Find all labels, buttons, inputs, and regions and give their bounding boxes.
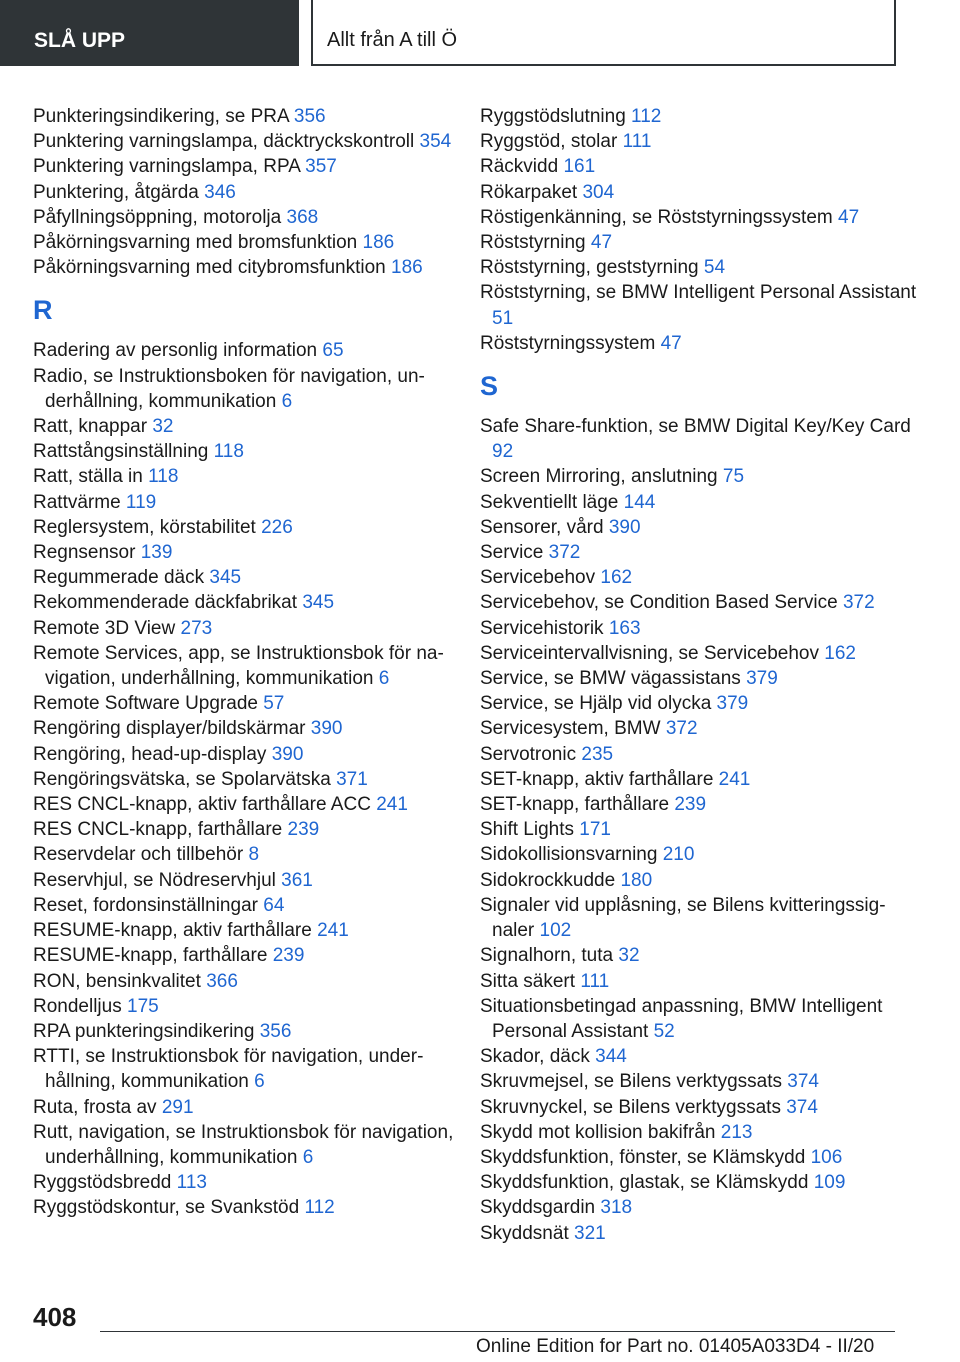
index-column-left: [33, 104, 473, 1221]
index-entry-text: Service, se BMW vägassistans: [480, 668, 741, 690]
index-page-link[interactable]: 32: [152, 416, 174, 438]
index-entry-text: Servicesystem, BMW: [480, 718, 661, 740]
index-entry: [480, 1221, 920, 1246]
index-entry-text: Ryggstödskontur, se Svankstöd: [33, 1197, 300, 1219]
index-page-link[interactable]: 356: [259, 1020, 292, 1042]
index-page-link[interactable]: 368: [286, 206, 319, 228]
index-letter-heading: R: [33, 295, 53, 326]
index-entry-text: Påkörningsvarning med bromsfunktion: [33, 232, 358, 254]
index-page-link[interactable]: 111: [580, 970, 610, 992]
index-entry-text: Skydd mot kollision bakifrån: [480, 1121, 716, 1143]
index-page-link[interactable]: 119: [125, 491, 157, 513]
index-entry-text: Rattvärme: [33, 491, 121, 513]
index-page-link[interactable]: 52: [653, 1020, 675, 1042]
index-entry: [33, 414, 473, 439]
index-page-link[interactable]: 239: [272, 945, 305, 967]
index-page-link[interactable]: 162: [824, 642, 856, 664]
index-entry: [480, 515, 920, 540]
index-page-link[interactable]: 345: [209, 567, 242, 589]
index-page-link[interactable]: 304: [582, 181, 615, 203]
index-page-link[interactable]: 106: [810, 1146, 843, 1168]
index-entry-text: Signaler vid upplåsning, se Bilens kvitteringssignaler: [480, 894, 886, 942]
index-entry-text: Servicebehov: [480, 567, 596, 589]
index-entry-text: Skyddsgardin: [480, 1197, 596, 1219]
index-page-link[interactable]: 372: [548, 542, 581, 564]
index-page-link[interactable]: 32: [618, 945, 640, 967]
index-page-link[interactable]: 144: [623, 491, 656, 513]
index-entry: [33, 180, 473, 205]
index-entry: [33, 792, 473, 817]
index-entry: [480, 1044, 920, 1069]
index-page-link[interactable]: 291: [161, 1096, 194, 1118]
index-entry-text: SET-knapp, farthållare: [480, 794, 670, 816]
index-page-link[interactable]: 54: [703, 257, 726, 279]
index-page-link[interactable]: 241: [718, 768, 751, 790]
index-page-link[interactable]: 354: [419, 131, 452, 153]
index-entry-text: Skador, däck: [480, 1046, 590, 1068]
index-page-link[interactable]: 210: [662, 844, 695, 866]
index-page-link[interactable]: 180: [620, 869, 653, 891]
index-entry-text: Radering av personlig information: [33, 340, 318, 362]
index-entry-text: Påfyllningsöppning, motorolja: [33, 206, 282, 228]
index-page-link[interactable]: 374: [786, 1096, 818, 1118]
index-entry: [480, 565, 920, 590]
index-entry-text: Servotronic: [480, 743, 577, 765]
index-entry-text: Rekommenderade däckfabrikat: [33, 592, 298, 614]
index-entry: [480, 1095, 920, 1120]
index-entry: [33, 641, 473, 691]
index-entry-text: Service, se Hjälp vid olycka: [480, 693, 712, 715]
index-entry: [33, 691, 473, 716]
page-number: 408: [33, 1302, 77, 1332]
index-entry-text: Rondelljus: [33, 995, 122, 1017]
index-entry: [480, 817, 920, 842]
index-page-link[interactable]: 161: [563, 156, 596, 178]
index-entry-text: RON, bensinkvalitet: [33, 970, 201, 992]
index-entry: [480, 414, 920, 464]
index-entry: [480, 893, 920, 943]
index-entry-text: Rutt, navigation, se Instruktionsbok för navigation, underhållning, kommunikation: [33, 1121, 454, 1168]
index-entry-text: RES CNCL-knapp, farthållare: [33, 819, 283, 841]
index-page-link[interactable]: 390: [310, 718, 343, 740]
index-page-link[interactable]: 318: [600, 1197, 633, 1219]
index-page-link[interactable]: 371: [336, 768, 368, 790]
index-entry-text: Reglersystem, körstabilitet: [33, 516, 256, 538]
index-entry: [480, 280, 920, 330]
index-column-right: [480, 104, 920, 1246]
index-entry-text: Ratt, ställa in: [33, 466, 143, 488]
index-entry-text: Skruvmejsel, se Bilens verktygssats: [480, 1071, 782, 1093]
index-entry-text: Serviceintervallvisning, se Servicebehov: [480, 642, 819, 664]
index-entry-text: Servicebehov, se Condition Based Service: [480, 592, 838, 614]
index-entry-text: Ryggstödsbredd: [33, 1172, 172, 1194]
index-entry-text: Ryggstödslutning: [480, 106, 626, 127]
index-page-link[interactable]: 366: [206, 970, 238, 992]
index-entry: [480, 255, 920, 280]
index-entry-text: Röstigenkänning, se Röststyrningssystem: [480, 206, 833, 228]
index-entry: [480, 641, 920, 666]
index-entry: [480, 1069, 920, 1094]
index-entry: [33, 868, 473, 893]
index-page-link[interactable]: 390: [608, 516, 641, 538]
index-page-link[interactable]: 92: [492, 441, 514, 463]
index-entry-text: Reset, fordonsinställningar: [33, 894, 258, 916]
index-page-link[interactable]: 6: [378, 668, 390, 690]
index-entry: [33, 590, 473, 615]
index-page-link[interactable]: 51: [492, 307, 514, 329]
index-entry-text: Sensorer, vård: [480, 516, 604, 538]
index-page-link[interactable]: 379: [746, 668, 778, 690]
index-entry-text: Remote Software Upgrade: [33, 693, 258, 715]
index-entry: [480, 691, 920, 716]
index-page-link[interactable]: 8: [248, 844, 260, 866]
index-entry: [33, 205, 473, 230]
index-entry: [33, 1195, 473, 1220]
index-entry-text: Punktering varningslampa, däcktryckskontroll: [33, 131, 415, 153]
index-entry-text: Röststyrning: [480, 232, 586, 254]
index-entry: [480, 464, 920, 489]
index-page-link[interactable]: 163: [608, 617, 641, 639]
index-page-link[interactable]: 235: [581, 743, 614, 765]
index-entry: [33, 994, 473, 1019]
index-page-link[interactable]: 102: [539, 920, 572, 942]
index-entry: [480, 994, 920, 1044]
index-page-link[interactable]: 112: [631, 106, 662, 127]
index-page-link[interactable]: 6: [302, 1146, 314, 1168]
index-entry: [33, 1095, 473, 1120]
index-page-link[interactable]: 186: [362, 232, 395, 254]
index-entry: [480, 767, 920, 792]
index-entry: [480, 616, 920, 641]
index-entry-text: Punkteringsindikering, se PRA: [33, 106, 289, 127]
index-page-link[interactable]: 64: [263, 894, 285, 916]
index-entry: [480, 1170, 920, 1195]
index-entry: [480, 205, 920, 230]
index-page-link[interactable]: 65: [322, 340, 344, 362]
index-page-link[interactable]: 345: [302, 592, 335, 614]
index-entry: [33, 230, 473, 255]
index-entry: [33, 767, 473, 792]
index-entry: [480, 540, 920, 565]
index-page-link[interactable]: 139: [140, 542, 173, 564]
index-page-link[interactable]: 390: [271, 743, 304, 765]
index-entry-text: Röststyrning, geststyrning: [480, 257, 699, 279]
index-page-link[interactable]: 113: [176, 1172, 207, 1194]
index-page-link[interactable]: 47: [660, 332, 682, 354]
index-entry-text: Skyddsfunktion, fönster, se Klämskydd: [480, 1146, 806, 1168]
index-page-link[interactable]: 372: [842, 592, 875, 614]
index-page-link[interactable]: 357: [305, 156, 337, 178]
index-page-link[interactable]: 47: [838, 206, 860, 228]
index-page-link[interactable]: 162: [600, 567, 633, 589]
index-page-link[interactable]: 75: [722, 466, 745, 488]
index-entry: [480, 716, 920, 741]
index-page-link[interactable]: 57: [263, 693, 285, 715]
index-entry-text: Sekventiellt läge: [480, 491, 619, 513]
index-entry-text: Remote Services, app, se Instruktionsbok för navigation, underhållning, kommunikation: [33, 642, 444, 690]
index-page-link[interactable]: 213: [720, 1121, 753, 1143]
index-entry: [33, 439, 473, 464]
index-entry: [33, 1120, 473, 1170]
index-entry-text: Ruta, frosta av: [33, 1096, 157, 1118]
index-entry: [480, 230, 920, 255]
index-entry: [33, 1019, 473, 1044]
index-entry: [480, 331, 920, 356]
index-entry: [33, 918, 473, 943]
index-entry-text: Skyddsnät: [480, 1222, 569, 1244]
index-entry-text: Påkörningsvarning med citybromsfunktion: [33, 257, 386, 279]
index-entry-text: RPA punkteringsindikering: [33, 1020, 255, 1042]
index-page-link[interactable]: 47: [590, 232, 613, 254]
index-entry-text: Räckvidd: [480, 156, 559, 178]
index-entry-text: Röststyrning, se BMW Intelligent Personal Assistant: [480, 282, 917, 304]
index-entry-text: Signalhorn, tuta: [480, 945, 614, 967]
footer-edition: Online Edition for Part no. 01405A033D4 - II/20: [476, 1336, 875, 1357]
index-page-link[interactable]: 239: [287, 819, 320, 841]
index-entry-text: Skruvnyckel, se Bilens verktygssats: [480, 1096, 781, 1118]
index-entry: [480, 666, 920, 691]
index-entry: [33, 565, 473, 590]
index-page-link[interactable]: 346: [204, 181, 236, 203]
index-entry-text: Reservdelar och tillbehör: [33, 844, 244, 866]
index-page-link[interactable]: 112: [304, 1197, 335, 1219]
chapter-title: Allt från A till Ö: [311, 0, 896, 66]
index-entry: [33, 742, 473, 767]
index-entry: [33, 943, 473, 968]
index-entry-text: Rengöringsvätska, se Spolarvätska: [33, 768, 331, 790]
index-entry-text: Röststyrningssystem: [480, 332, 656, 354]
index-entry-text: Remote 3D View: [33, 617, 176, 639]
index-page-link[interactable]: 109: [813, 1172, 846, 1194]
index-page-link[interactable]: 226: [261, 516, 293, 538]
index-entry-text: Service: [480, 542, 544, 564]
index-entry: [33, 464, 473, 489]
index-page-link[interactable]: 118: [213, 441, 244, 463]
index-entry: [33, 104, 473, 129]
index-letter-heading: S: [480, 371, 499, 402]
index-entry-text: Radio, se Instruktionsboken för navigation, underhållning, kommunikation: [33, 365, 425, 412]
index-entry: [480, 180, 920, 205]
index-entry: [480, 154, 920, 179]
index-entry-text: Sidokrockkudde: [480, 869, 616, 891]
index-entry-text: RTTI, se Instruktionsbok för navigation, underhållning, kommunikation: [33, 1046, 424, 1093]
index-entry-text: Sidokollisionsvarning: [480, 844, 658, 866]
index-entry-text: Sitta säkert: [480, 970, 576, 992]
index-entry-text: Shift Lights: [480, 819, 574, 841]
index-entry-text: Reservhjul, se Nödreservhjul: [33, 869, 276, 891]
index-entry: [480, 943, 920, 968]
index-page-link[interactable]: 372: [665, 718, 698, 740]
index-page-link[interactable]: 321: [574, 1222, 606, 1244]
index-entry: [33, 338, 473, 363]
index-entry-text: Ratt, knappar: [33, 416, 148, 438]
index-page-link[interactable]: 171: [579, 819, 611, 841]
index-entry-text: Rengöring displayer/bildskärmar: [33, 718, 306, 740]
index-entry: [33, 1170, 473, 1195]
index-entry: [33, 154, 473, 179]
footer-divider: [100, 1331, 895, 1332]
index-entry-text: Situationsbetingad anpassning, BMW Intelligent Personal Assistant: [480, 995, 883, 1042]
index-page-link[interactable]: 356: [293, 106, 326, 127]
index-entry-text: Rattstångsinställning: [33, 441, 209, 463]
index-entry: [33, 842, 473, 867]
index-page-link[interactable]: 118: [148, 466, 179, 488]
index-page-link[interactable]: 241: [317, 920, 349, 942]
section-tab-sla-upp[interactable]: SLÅ UPP: [0, 0, 299, 66]
index-entry-text: Rengöring, head-up-display: [33, 743, 267, 765]
index-entry: [33, 969, 473, 994]
index-entry-text: Punktering varningslampa, RPA: [33, 156, 300, 178]
index-entry: [33, 817, 473, 842]
index-entry: [480, 590, 920, 615]
index-entry: [480, 868, 920, 893]
index-page-link[interactable]: 374: [787, 1071, 819, 1093]
index-page-link[interactable]: 175: [127, 995, 159, 1017]
index-entry-text: RESUME-knapp, farthållare: [33, 945, 268, 967]
index-entry-text: SET-knapp, aktiv farthållare: [480, 768, 714, 790]
index-page-link[interactable]: 186: [391, 257, 423, 279]
index-entry: [33, 255, 473, 280]
index-entry-text: Screen Mirroring, anslutning: [480, 466, 718, 488]
index-entry-text: Rökarpaket: [480, 181, 578, 203]
index-page-link[interactable]: 273: [180, 617, 213, 639]
index-entry-text: RES CNCL-knapp, aktiv farthållare ACC: [33, 794, 371, 816]
index-entry: [480, 129, 920, 154]
index-page-link[interactable]: 379: [716, 693, 749, 715]
index-page-link[interactable]: 6: [254, 1071, 265, 1093]
index-entry: [480, 792, 920, 817]
index-entry-text: Punktering, åtgärda: [33, 181, 199, 203]
index-entry: [33, 616, 473, 641]
index-entry-text: Ryggstöd, stolar: [480, 131, 618, 153]
index-entry-text: Regummerade däck: [33, 567, 205, 589]
index-entry: [480, 1195, 920, 1220]
index-entry: [480, 490, 920, 515]
index-entry: [33, 540, 473, 565]
index-entry-text: RESUME-knapp, aktiv farthållare: [33, 920, 312, 942]
index-entry: [33, 129, 473, 154]
index-entry: [33, 364, 473, 414]
index-entry: [33, 716, 473, 741]
index-entry: [480, 1120, 920, 1145]
index-entry-text: Skyddsfunktion, glastak, se Klämskydd: [480, 1172, 809, 1194]
index-entry: [33, 1044, 473, 1094]
index-entry-text: Safe Share-funktion, se BMW Digital Key/Key Card: [480, 416, 911, 438]
index-page-link[interactable]: 344: [595, 1046, 627, 1068]
index-entry: [480, 1145, 920, 1170]
top-bar: [0, 0, 960, 66]
index-entry: [480, 742, 920, 767]
index-entry: [480, 842, 920, 867]
index-entry: [480, 969, 920, 994]
index-page-link[interactable]: 239: [674, 794, 707, 816]
index-page-link[interactable]: 111: [622, 131, 652, 153]
index-entry: [480, 104, 920, 129]
index-entry-text: Servicehistorik: [480, 617, 604, 639]
index-entry-text: Regnsensor: [33, 542, 136, 564]
index-page-link[interactable]: 6: [281, 390, 293, 412]
index-page-link[interactable]: 241: [376, 794, 408, 816]
index-entry: [33, 515, 473, 540]
index-entry: [33, 893, 473, 918]
index-entry: [33, 490, 473, 515]
index-page-link[interactable]: 361: [281, 869, 313, 891]
